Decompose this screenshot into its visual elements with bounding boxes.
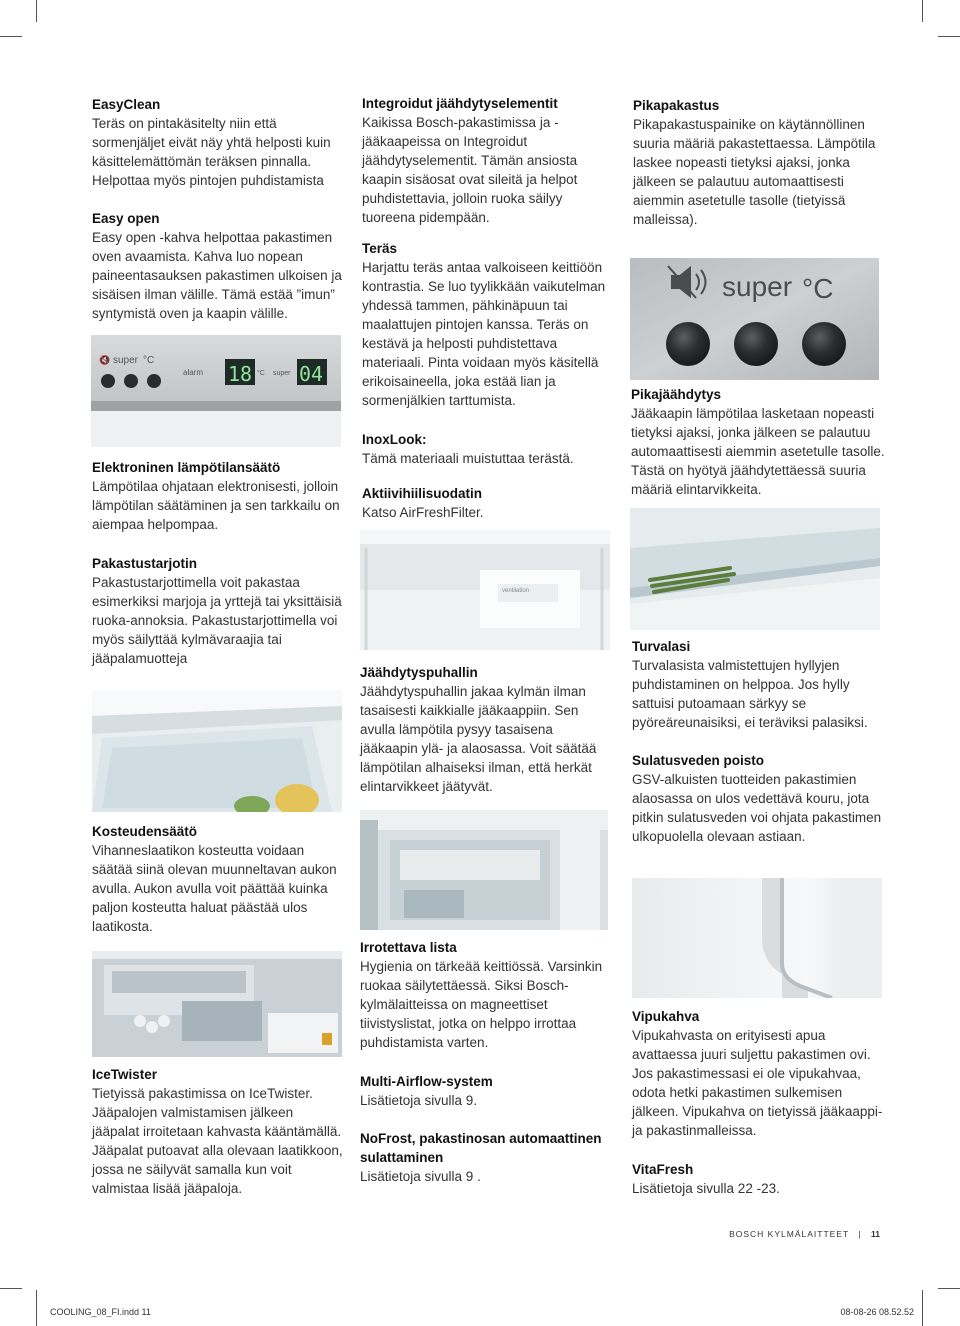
glass-shelf-photo <box>630 508 880 630</box>
crisper-drawer-photo <box>92 690 342 812</box>
feature-title: Pikapakastus <box>633 98 720 113</box>
feature-inoxlook <box>362 430 610 468</box>
feature-text: Easy open -kahva helpottaa pakastimen oven avaamista. Kahva luo nopean paineentasauksen pakastimen ulkoisen ja sisäisen ilman välille. Tämä estää ”imun” syntymistä oven ja kaapin välille. <box>92 230 342 321</box>
crop-mark <box>922 1290 923 1326</box>
feature-title: Integroidut jäähdytyselementit <box>362 96 558 111</box>
feature-text: GSV-alkuisten tuotteiden pakastimien alaosassa on ulos vedettävä kouru, jota pitkin sulatusveden voi ohjata pakastimen ulkopuolella olevaan astiaan. <box>632 772 882 844</box>
feature-cooling-fan <box>360 663 610 796</box>
feature-text: Hygienia on tärkeää keittiössä. Varsinkin ruokaa säilytettäessä. Siksi Bosch-kylmälaitteissa on magneettiset tiivistyslistat, jotka on helppo irrottaa puhdistamista varten. <box>360 959 603 1050</box>
feature-text: Jäähdytyspuhallin jakaa kylmän ilman tasaisesti kaikkialle jääkaappiin. Sen avulla lämpötila pysyy tasaisena jääkaapin ylä- ja alaosassa. Voit säätää lämpötilan alhaiseksi ilman, että herkät elintarvikkeet jäätyvät. <box>360 684 597 794</box>
feature-text: Lisätietoja sivulla 9. <box>360 1093 478 1108</box>
page-footer <box>729 1229 880 1239</box>
page-number: 11 <box>871 1229 880 1239</box>
feature-title: Jäähdytyspuhallin <box>360 665 478 680</box>
feature-title: Irrotettava lista <box>360 940 457 955</box>
feature-text: Turvalasista valmistettujen hyllyjen puhdistaminen on helppoa. Jos hylly sattuisi putoamaan särkyy se pyöreäreunaisiksi, ei teräviksi palasiksi. <box>632 658 868 730</box>
svg-text:°C: °C <box>143 355 155 366</box>
feature-text: Lisätietoja sivulla 22 -23. <box>632 1181 780 1196</box>
feature-title: Pikajäähdytys <box>631 387 722 402</box>
footer-separator: | <box>858 1229 862 1239</box>
feature-title: Turvalasi <box>632 639 691 654</box>
svg-text:04: 04 <box>299 362 324 386</box>
feature-text: Harjattu teräs antaa valkoiseen keittiöön kontrastia. Se luo tyylikkään vaikutelman yhdessä tammen, pähkinäpuun tai maalattujen pintojen kanssa. Teräs on kestävä ja helposti puhdistettava materiaali. Pinta voidaan myös käsitellä erikoisaineella, joka estää lian ja sormenjälkien tarttumista. <box>362 260 606 408</box>
feature-steel <box>362 239 610 410</box>
feature-text: Tämä materiaali muistuttaa terästä. <box>362 451 574 466</box>
crop-mark <box>36 1290 37 1326</box>
crop-mark <box>36 0 37 22</box>
feature-title: Aktiivihiilisuodatin <box>362 486 483 501</box>
feature-multi-airflow <box>360 1072 610 1110</box>
crop-mark <box>0 36 22 37</box>
feature-vitafresh <box>632 1160 886 1198</box>
feature-icetwister <box>92 1065 344 1198</box>
feature-title: Multi-Airflow-system <box>360 1074 493 1089</box>
crop-mark <box>0 1288 22 1289</box>
feature-text: Vipukahvasta on erityisesti apua avattaessa juuri suljettu pakastimen ovi. Jos pakastimessasi ei ole vipukahvaa, odota hetki pakastimen sulkemisen jälkeen. Vipukahva on tietyissä jääkaappi- ja pakastinmalleissa. <box>632 1028 883 1138</box>
feature-text: Pakastustarjottimella voit pakastaa esimerkiksi marjoja ja yrttejä tai yksittäisiä ruoka-annoksia. Pakastustarjottimella voi myös säilyttää kylmävaraajia tai jääpalamuotteja <box>92 575 342 666</box>
feature-defrost-water-drain <box>632 751 886 846</box>
electronic-control-panel-photo <box>91 335 341 447</box>
feature-title: IceTwister <box>92 1067 158 1082</box>
svg-text:🔇: 🔇 <box>99 356 111 366</box>
feature-text: Jääkaapin lämpötilaa lasketaan nopeasti tietyksi ajaksi, jonka jälkeen se palautuu automaattisesti aiemmin asetetulle tasolle. Tästä on hyötyä jäähdytettäessä suuria määriä elintarvikkeita. <box>631 406 885 497</box>
feature-title: EasyClean <box>92 97 161 112</box>
feature-title: VitaFresh <box>632 1162 694 1177</box>
feature-title: Pakastustarjotin <box>92 556 198 571</box>
feature-title: Vipukahva <box>632 1009 700 1024</box>
feature-active-carbon-filter <box>362 484 610 522</box>
slug-file: COOLING_08_FI.indd 11 <box>50 1307 151 1317</box>
cooling-fan-photo <box>360 530 610 650</box>
feature-title: Elektroninen lämpötilansäätö <box>92 460 281 475</box>
feature-super-cool <box>631 385 885 499</box>
slug-date: 08-08-26 08.52.52 <box>840 1307 914 1317</box>
crop-mark <box>938 36 960 37</box>
feature-nofrost <box>360 1129 610 1186</box>
svg-text:18: 18 <box>228 362 253 386</box>
feature-text: Vihanneslaatikon kosteutta voidaan säätää siinä olevan muunneltavan aukon avulla. Aukon avulla voit päättää kuinka paljon kosteutta haluat päästää ulos laatikosta. <box>92 843 337 934</box>
removable-gasket-photo <box>360 810 608 930</box>
svg-text:°C: °C <box>802 273 834 304</box>
feature-text: Tietyissä pakastimissa on IceTwister. Jääpalojen valmistamisen jälkeen jääpalat irroitetaan kahvasta kääntämällä. Jääpalat putoavat alla olevaan laatikkoon, jossa ne säilyvät samalla kun voit valmistaa lisää jääpaloja. <box>92 1086 343 1196</box>
feature-title: Sulatusveden poisto <box>632 753 765 768</box>
feature-text: Teräs on pintakäsitelty niin että sormenjäljet eivät näy yhtä helposti kuin käsittelemättömän teräksen pinnalla. Helpottaa myös pintojen puhdistamista <box>92 116 331 188</box>
svg-text:ventilation: ventilation <box>502 588 530 594</box>
feature-title: Teräs <box>362 241 398 256</box>
feature-title: NoFrost, pakastinosan automaattinen sulattaminen <box>360 1131 602 1165</box>
feature-easy-open <box>92 209 344 323</box>
feature-title: Kosteudensäätö <box>92 824 198 839</box>
svg-text:super: super <box>722 271 793 302</box>
crop-mark <box>922 0 923 22</box>
feature-safety-glass <box>632 637 886 732</box>
feature-integrated-cooling-elements <box>362 94 610 227</box>
feature-freezing-tray <box>92 554 344 668</box>
feature-removable-strip <box>360 938 610 1052</box>
feature-lever-handle <box>632 1007 886 1140</box>
feature-easyclean <box>92 95 344 190</box>
lever-handle-photo <box>632 878 882 998</box>
feature-title: InoxLook: <box>362 432 427 447</box>
icetwister-photo <box>92 951 342 1057</box>
feature-text: Lämpötilaa ohjataan elektronisesti, jolloin lämpötilan säätäminen ja sen tarkkailu on aiempaa helpompaa. <box>92 479 340 532</box>
feature-text: Kaikissa Bosch-pakastimissa ja -jääkaapeissa on Integroidut jäähdytyselementit. Tämän ansiosta kaapin sisäosat ovat sileitä ja helpot puhdistettavia, jolloin ruoka säilyy tuoreena pidempään. <box>362 115 578 225</box>
super-button-panel-photo <box>630 258 879 380</box>
svg-text:alarm: alarm <box>183 368 204 377</box>
feature-text: Katso AirFreshFilter. <box>362 505 484 520</box>
footer-brand: BOSCH KYLMÄLAITTEET <box>729 1229 850 1239</box>
svg-text:super: super <box>113 355 139 366</box>
feature-text: Pikapakastuspainike on käytännöllinen suuria määriä pakastettaessa. Lämpötila laskee nopeasti tietyksi ajaksi, jonka jälkeen se palautuu automaattisesti aiemmin asetetulle tasolle (tietyissä malleissa). <box>633 117 876 227</box>
feature-humidity-control <box>92 822 344 936</box>
feature-text: Lisätietoja sivulla 9 . <box>360 1169 481 1184</box>
svg-text:super: super <box>273 370 291 377</box>
svg-text:°C: °C <box>257 370 265 377</box>
feature-electronic-temperature-control <box>92 458 344 534</box>
feature-title: Easy open <box>92 211 160 226</box>
feature-super-freeze <box>633 96 885 229</box>
crop-mark <box>938 1288 960 1289</box>
